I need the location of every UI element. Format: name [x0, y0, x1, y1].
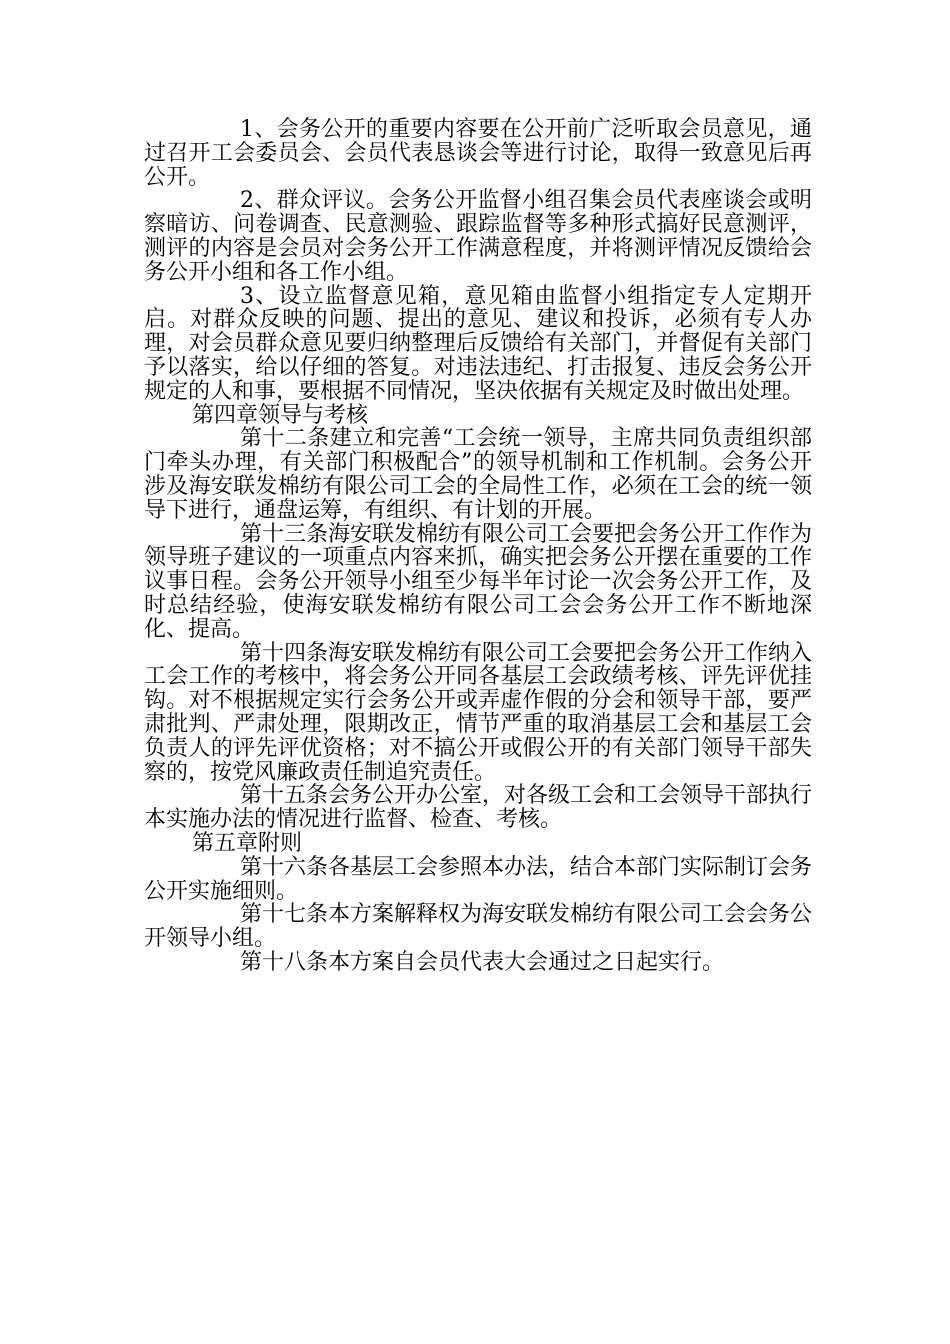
document-body [144, 118, 812, 975]
paragraph-item-2: 2、群众评议。会务公开监督小组召集会员代表座谈会或明察暗访、问卷调查、民意测验、跟踪监督等多种形式搞好民意测评，测评的内容是会员对会务公开工作满意程度，并将测评情况反馈给会务公开小组和各工作小组。 [144, 188, 812, 285]
chapter-heading-4: 第四章领导与考核 [192, 402, 369, 428]
article-12: 第十二条建立和完善“工会统一领导，主席共同负责组织部门牵头办理，有关部门积极配合”的领导机制和工作机制。会务公开涉及海安联发棉纺有限公司工会的全局性工作，必须在工会的统一领导下进行，通盘运筹，有组织、有计划的开展。 [144, 426, 812, 523]
chapter-heading-5: 第五章附则 [192, 830, 303, 856]
article-18: 第十八条本方案自会员代表大会通过之日起实行。 [240, 949, 725, 975]
article-15: 第十五条会务公开办公室，对各级工会和工会领导干部执行本实施办法的情况进行监督、检查、考核。 [144, 783, 813, 833]
article-13: 第十三条海安联发棉纺有限公司工会要把会务公开工作作为领导班子建议的一项重点内容来抓，确实把会务公开摆在重要的工作议事日程。会务公开领导小组至少每半年讨论一次会务公开工作，及时总结经验，使海安联发棉纺有限公司工会会务公开工作不断地深化、提高。 [144, 521, 813, 642]
paragraph-item-1: 1、会务公开的重要内容要在公开前广泛听取会员意见，通过召开工会委员会、会员代表恳谈会等进行讨论，取得一致意见后再公开。 [144, 117, 812, 190]
paragraph-item-3: 3、设立监督意见箱，意见箱由监督小组指定专人定期开启。对群众反映的问题、提出的意见、建议和投诉，必须有专人办理，对会员群众意见要归纳整理后反馈给有关部门，并督促有关部门予以落实，给以仔细的答复。对违法违纪、打击报复、违反会务公开规定的人和事，要根据不同情况，坚决依据有关规定及时做出处理。 [144, 283, 812, 404]
article-16: 第十六条各基层工会参照本办法，结合本部门实际制订会务公开实施细则。 [144, 854, 813, 904]
article-14: 第十四条海安联发棉纺有限公司工会要把会务公开工作纳入工会工作的考核中，将会务公开同各基层工会政绩考核、评先评优挂钩。对不根据规定实行会务公开或弄虚作假的分会和领导干部，要严肃批判、严肃处理，限期改正，情节严重的取消基层工会和基层工会负责人的评先评优资格；对不搞公开或假公开的有关部门领导干部失察的，按党风廉政责任制追究责任。 [144, 640, 813, 785]
article-17: 第十七条本方案解释权为海安联发棉纺有限公司工会会务公开领导小组。 [144, 902, 813, 952]
